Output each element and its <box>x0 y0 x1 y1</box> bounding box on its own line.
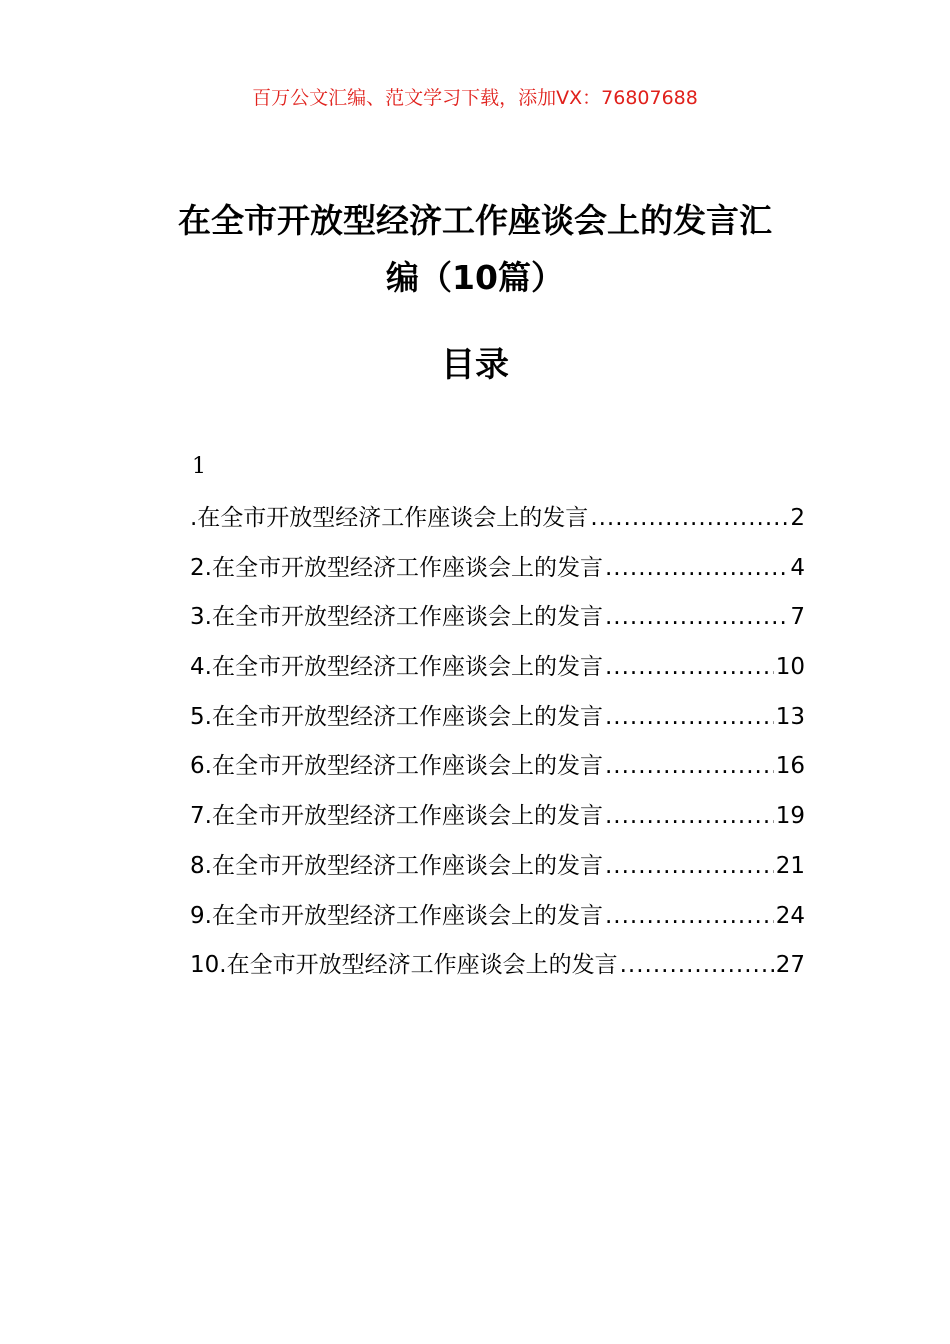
toc-entry-page: 13 <box>775 703 805 730</box>
toc-leader-dots <box>620 947 774 983</box>
document-title-line-1: 在全市开放型经济工作座谈会上的发言汇 <box>178 201 772 240</box>
toc-entry-page: 16 <box>775 753 805 780</box>
toc-leader-dots <box>605 798 774 834</box>
toc-entry-page: 24 <box>775 902 805 929</box>
toc-leader-dots <box>605 898 774 934</box>
toc-entry-page: 4 <box>790 554 805 581</box>
toc-entry-4[interactable] <box>190 649 805 699</box>
toc-entry-label: 8.在全市开放型经济工作座谈会上的发言 <box>190 852 603 879</box>
toc-entry-3[interactable] <box>190 599 805 649</box>
toc-entry-6[interactable] <box>190 748 805 798</box>
toc-entry-page: 21 <box>775 852 805 879</box>
toc-leader-dots <box>605 550 788 586</box>
toc-entry-8[interactable] <box>190 848 805 898</box>
toc-entry-page: 2 <box>790 505 805 531</box>
toc-entry-label: 6.在全市开放型经济工作座谈会上的发言 <box>190 753 603 780</box>
toc-entry-page: 7 <box>790 604 805 631</box>
toc-leader-dots <box>605 748 774 784</box>
toc-heading: 目录 <box>441 345 509 385</box>
toc-entry-label: .在全市开放型经济工作座谈会上的发言 <box>190 505 589 531</box>
toc-entry-label: 3.在全市开放型经济工作座谈会上的发言 <box>190 604 603 631</box>
toc-leader-dots <box>590 500 788 536</box>
toc-entry-page: 19 <box>775 803 805 830</box>
toc-entry-label: 7.在全市开放型经济工作座谈会上的发言 <box>190 803 603 830</box>
document-title <box>130 192 820 306</box>
toc-entry-5[interactable] <box>190 699 805 749</box>
toc-entry-10[interactable] <box>190 947 805 997</box>
toc-entry-page: 10 <box>775 654 805 681</box>
toc-entry-label: 5.在全市开放型经济工作座谈会上的发言 <box>190 703 603 730</box>
toc-entry-label: 2.在全市开放型经济工作座谈会上的发言 <box>190 554 603 581</box>
toc-number: 1 <box>192 454 206 479</box>
toc-entry-label: 10.在全市开放型经济工作座谈会上的发言 <box>190 952 618 979</box>
toc-entry-2[interactable] <box>190 550 805 600</box>
toc-entry-label: 4.在全市开放型经济工作座谈会上的发言 <box>190 654 603 681</box>
toc-entry-label: 9.在全市开放型经济工作座谈会上的发言 <box>190 902 603 929</box>
toc-leader-dots <box>605 848 774 884</box>
toc-leader-dots <box>605 699 774 735</box>
toc-leader-dots <box>605 599 788 635</box>
toc-entry-1[interactable] <box>190 500 805 550</box>
toc-entry-9[interactable] <box>190 898 805 948</box>
header-note: 百万公文汇编、范文学习下载，添加VX：76807688 <box>252 87 698 109</box>
table-of-contents <box>190 500 805 997</box>
toc-entry-page: 27 <box>775 952 805 979</box>
document-title-line-2: 编（10篇） <box>386 258 564 297</box>
toc-leader-dots <box>605 649 774 685</box>
toc-entry-7[interactable] <box>190 798 805 848</box>
